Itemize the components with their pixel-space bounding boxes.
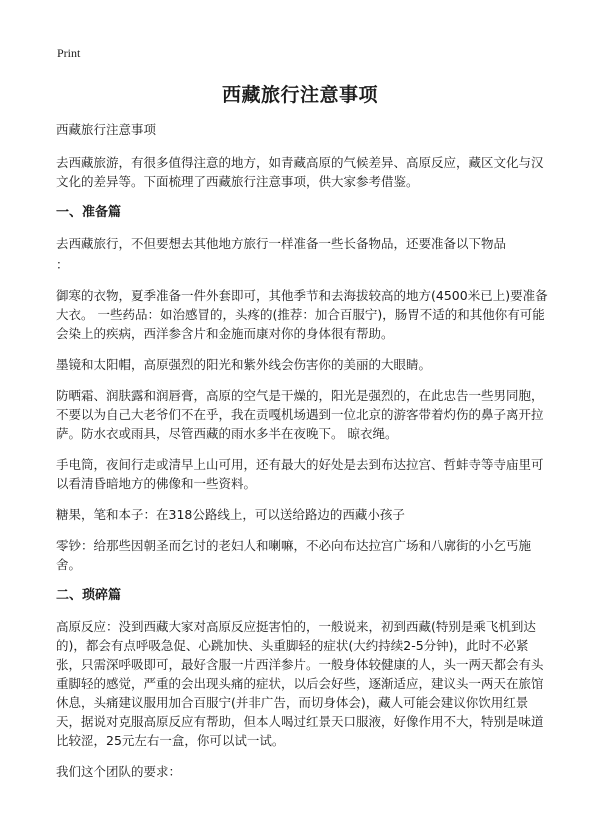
article-body xyxy=(56,120,548,793)
document-title: 西藏旅行注意事项 xyxy=(221,84,378,106)
intro-paragraph: 去西藏旅游，有很多值得注意的地方，如青藏高原的气候差异、高原反应，藏区文化与汉文化的差异等。下面梳理了西藏旅行注意事项，供大家参考借鉴。 xyxy=(56,155,544,189)
item-sunscreen: 防晒霜、润肤露和润唇膏，高原的空气是干燥的，阳光是强烈的，在此忠告一些男同胞，不要以为自己大老爷们不在乎，我在贡嘎机场遇到一位北京的游客带着灼伤的鼻子离开拉萨。防水衣或雨具，尽管西藏的雨水多半在夜晚下。 晾衣绳。 xyxy=(56,388,544,441)
altitude-sickness-paragraph: 高原反应：没到西藏大家对高原反应挺害怕的，一般说来，初到西藏(特别是乘飞机到达的)，都会有点呼吸急促、心跳加快、头重脚轻的症状(大约持续2-5分钟)，此时不必紧张，只需深呼吸即可，最好含服一片西洋参片。一般身体较健康的人，头一两天都会有头重脚轻的感觉，严重的会出现头痛的症状，以后会好些，逐渐适应，建议头一两天在旅馆休息，头痛建议服用加合百服宁(并非广告，而切身体会)，藏人可能会建议你饮用红景天，据说对克服高原反应有帮助，但本人喝过红景天口服液，好像作用不大，特别是味道比较涩，25元左右一盒，你可以试一试。 xyxy=(56,619,544,748)
preparation-lead-end: ： xyxy=(56,257,69,272)
item-sunglasses: 墨镜和太阳帽，高原强烈的阳光和紫外线会伤害你的美丽的大眼睛。 xyxy=(56,357,432,372)
item-clothes-medicine: 御寒的衣物，夏季准备一件外套即可，其他季节和去海拔较高的地方(4500米已上)要准备大衣。 一些药品：如治感冒的，头疼的(推荐：加合百服宁)，肠胃不适的和其他你有可能会染上的疾病，西洋参含片和金施而康对你的身体很有帮助。 xyxy=(56,288,548,341)
preparation-lead: 去西藏旅行，不但要想去其他地方旅行一样准备一些长备物品，还要准备以下物品 xyxy=(56,236,507,251)
item-flashlight: 手电筒，夜间行走或清早上山可用，还有最大的好处是去到布达拉宫、哲蚌寺等寺庙里可以看清昏暗地方的佛像和一些资料。 xyxy=(56,457,544,491)
team-requirements: 我们这个团队的要求： xyxy=(56,764,182,779)
item-small-change: 零钞：给那些因朝圣而乞讨的老妇人和喇嘛，不必向布达拉宫广场和八廓街的小乞丐施舍。 xyxy=(56,538,532,572)
item-candy-notebook: 糖果，笔和本子：在318公路线上，可以送给路边的西藏小孩子 xyxy=(56,507,405,522)
section-heading-preparation: 一、准备篇 xyxy=(56,205,122,220)
print-label[interactable]: Print xyxy=(57,46,81,60)
article-subtitle: 西藏旅行注意事项 xyxy=(56,122,157,137)
section-heading-misc: 二、琐碎篇 xyxy=(56,588,122,603)
